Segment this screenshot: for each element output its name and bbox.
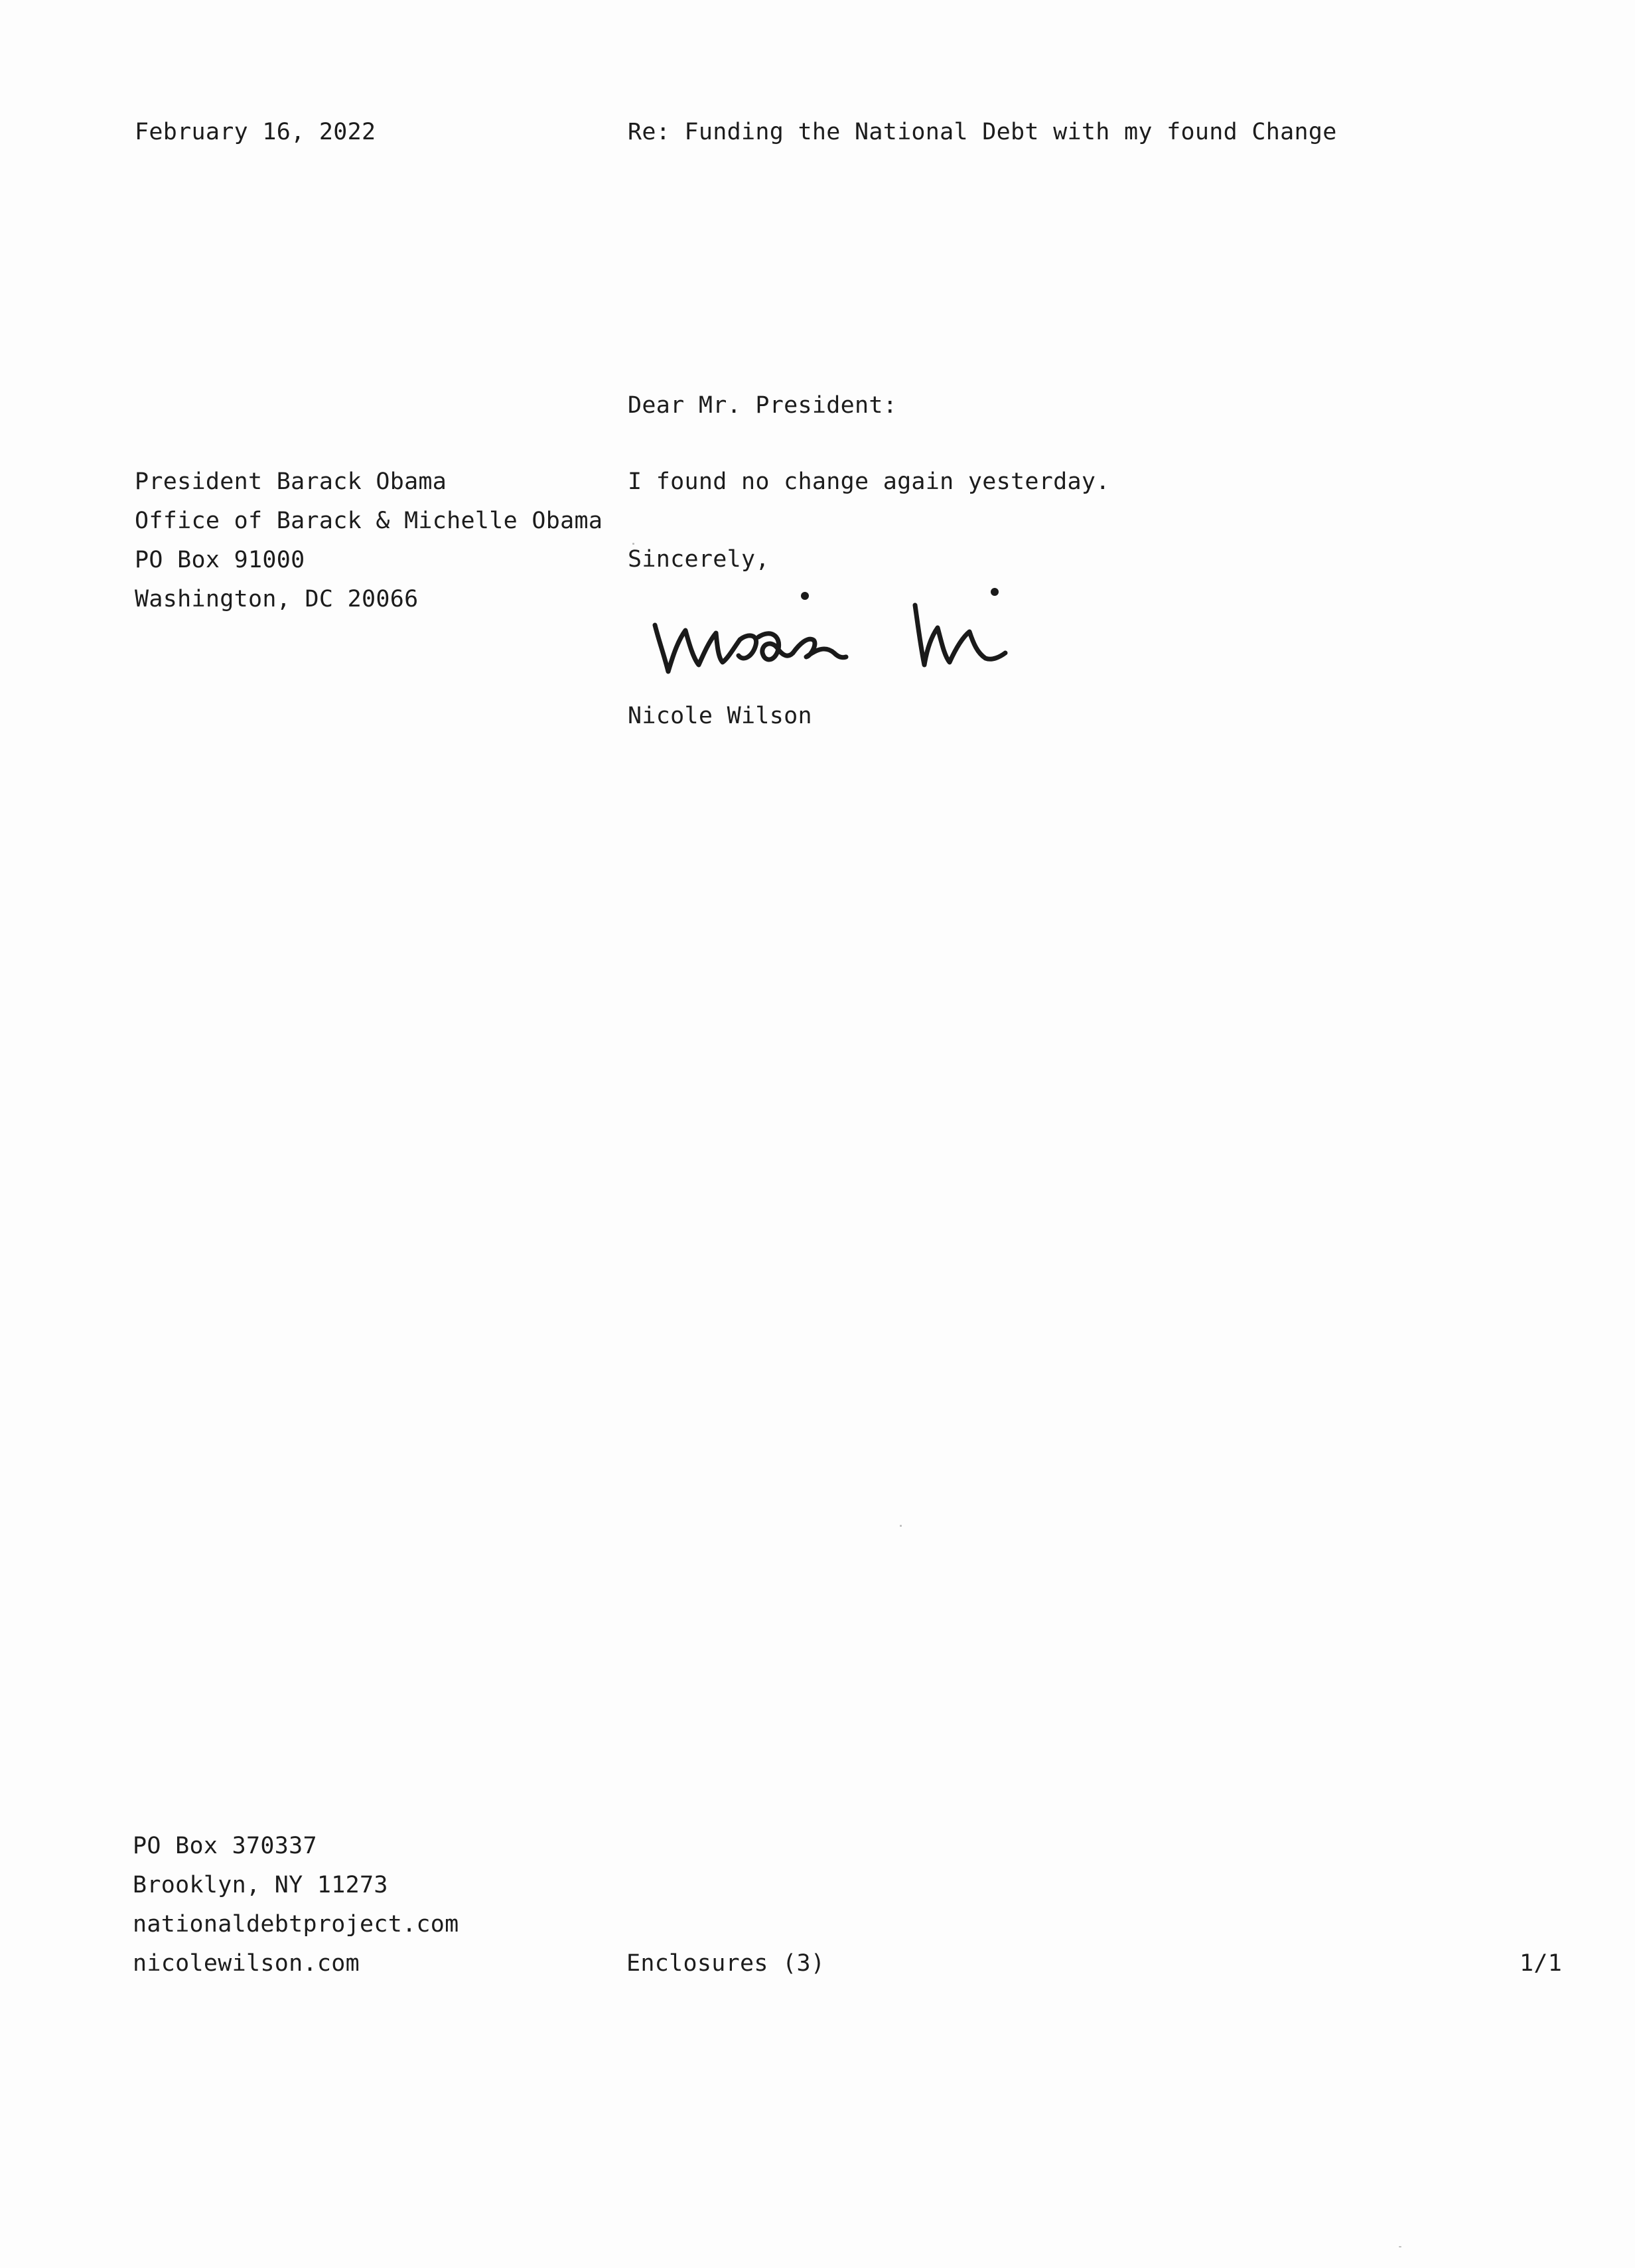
sender-name: Nicole Wilson [628,703,812,729]
paper-speck [1399,2246,1401,2247]
paper-speck [900,1525,902,1527]
recipient-pobox-line: PO Box 91000 [135,547,305,573]
handwritten-signature [647,584,1045,683]
salutation: Dear Mr. President: [628,392,898,419]
enclosures-note: Enclosures (3) [626,1950,825,1977]
sender-website-line: nationaldebtproject.com [133,1911,459,1938]
recipient-city-line: Washington, DC 20066 [135,586,419,612]
sender-address [133,1827,459,1983]
letter-closing: Sincerely, [628,546,770,573]
page-number: 1/1 [1520,1950,1563,1977]
sender-website-line-2: nicolewilson.com [133,1950,360,1977]
recipient-name-line: President Barack Obama [135,468,447,495]
recipient-address [135,462,603,619]
letter-body: I found no change again yesterday. [628,468,1110,495]
letter-date: February 16, 2022 [135,119,376,145]
letter-subject: Re: Funding the National Debt with my found Change [628,119,1337,145]
sender-pobox-line: PO Box 370337 [133,1833,317,1859]
paper-speck [632,543,634,545]
sender-city-line: Brooklyn, NY 11273 [133,1872,388,1898]
recipient-office-line: Office of Barack & Michelle Obama [135,508,603,534]
